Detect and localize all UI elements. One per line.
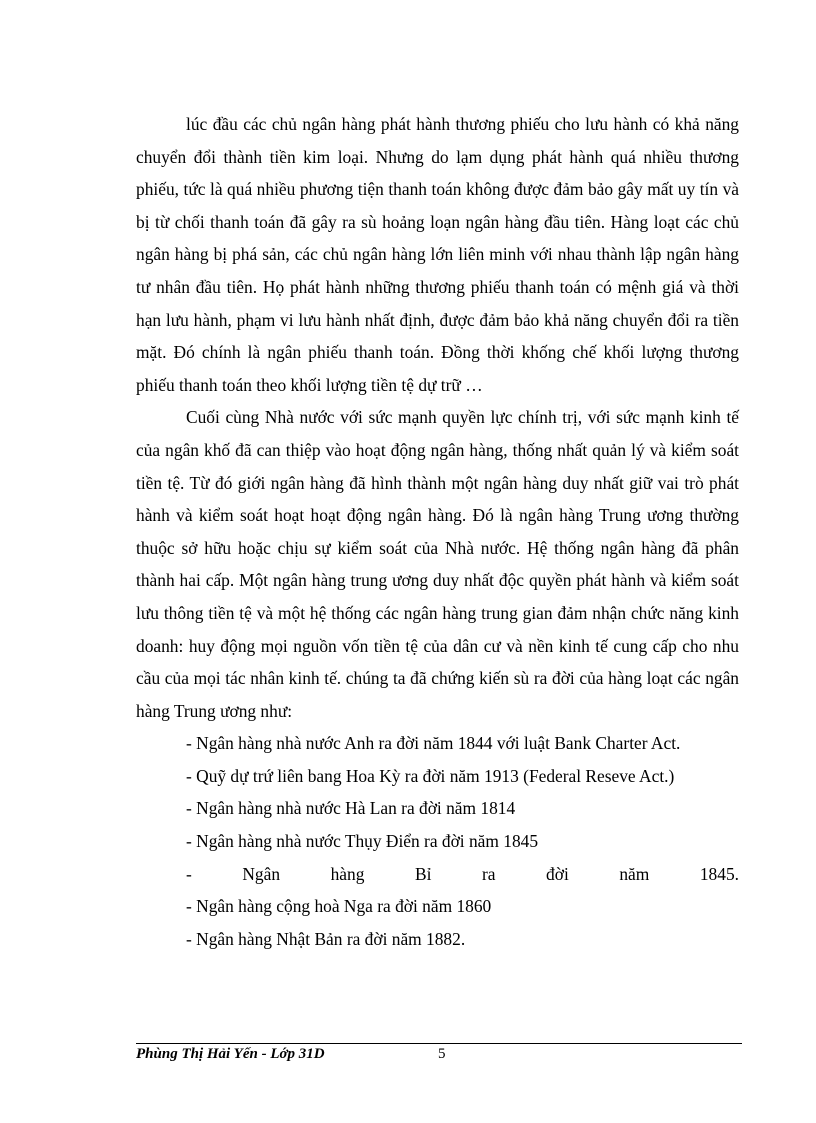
list-item: - Ngân hàng nhà nước Thụy Điển ra đời năm 1845	[186, 831, 539, 852]
list-item: - Ngân hàng cộng hoà Nga ra đời năm 1860	[186, 896, 492, 917]
central-bank-list	[136, 727, 739, 955]
list-item: - Ngân hàng Nhật Bản ra đời năm 1882.	[186, 928, 466, 949]
page-number: 5	[438, 1046, 446, 1062]
list-item: - Ngân hàng Bỉ ra đời năm 1845.	[186, 863, 739, 884]
list-item: - Ngân hàng nhà nước Hà Lan ra đời năm 1814	[186, 798, 516, 819]
list-item: - Ngân hàng nhà nước Anh ra đời năm 1844 với luật Bank Charter Act.	[186, 733, 681, 754]
body-text	[136, 108, 739, 955]
paragraph-1: lúc đầu các chủ ngân hàng phát hành thương phiếu cho lưu hành có khả năng chuyển đổi thành tiền kim loại. Nhưng do lạm dụng phát hành quá nhiều thương phiếu, tức là quá nhiều phương tiện thanh toán không được đảm bảo gây mất uy tín và bị từ chối thanh toán đã gây ra sù hoảng loạn ngân hàng đầu tiên. Hàng loạt các chủ ngân hàng bị phá sản, các chủ ngân hàng lớn liên minh với nhau thành lập ngân hàng tư nhân đầu tiên. Họ phát hành những thương phiếu thanh toán có mệnh giá và thời hạn lưu hành, phạm vi lưu hành nhất định, được đảm bảo khả năng chuyển đổi ra tiền mặt. Đó chính là ngân phiếu thanh toán. Đồng thời khống chế khối lượng thương phiếu thanh toán theo khối lượng tiền tệ dự trữ …	[136, 114, 739, 395]
page-footer	[136, 1046, 742, 1068]
footer-author: Phùng Thị Hải Yến - Lớp 31D	[136, 1046, 325, 1062]
list-item: - Quỹ dự trứ liên bang Hoa Kỳ ra đời năm 1913 (Federal Reseve Act.)	[186, 765, 675, 786]
paragraph-2: Cuối cùng Nhà nước với sức mạnh quyền lực chính trị, với sức mạnh kinh tế của ngân khố đã can thiệp vào hoạt động ngân hàng, thống nhất quản lý và kiểm soát tiền tệ. Từ đó giới ngân hàng đã hình thành một ngân hàng duy nhất giữ vai trò phát hành và kiểm soát hoạt hoạt động ngân hàng. Đó là ngân hàng Trung ương thường thuộc sở hữu hoặc chịu sự kiểm soát của Nhà nước. Hệ thống ngân hàng đã phân thành hai cấp. Một ngân hàng trung ương duy nhất độc quyền phát hành và kiểm soát lưu thông tiền tệ và một hệ thống các ngân hàng trung gian đảm nhận chức năng kinh doanh: huy động mọi nguồn vốn tiền tệ của dân cư và nền kinh tế cung cấp cho nhu cầu của mọi tác nhân kinh tế. chúng ta đã chứng kiến sù ra đời của hàng loạt các ngân hàng Trung ương như:	[136, 407, 739, 721]
footer-divider	[136, 1043, 742, 1044]
